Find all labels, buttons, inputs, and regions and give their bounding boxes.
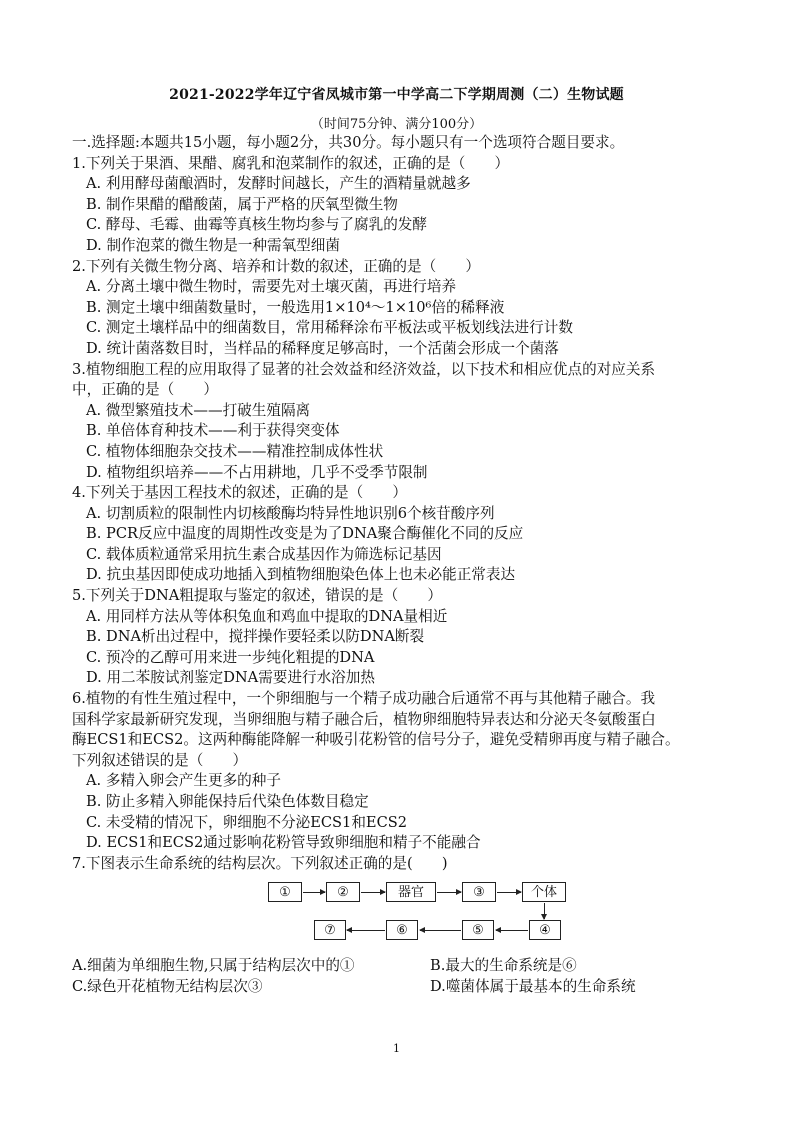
question-6-option-d: D. ECS1和ECS2通过影响花粉管导致卵细胞和精子不能融合 [86, 834, 481, 852]
question-5-stem: 5.下列关于DNA粗提取与鉴定的叙述，错误的是（ ） [72, 587, 442, 605]
diagram-box-1: ① [268, 882, 302, 902]
question-6-option-c: C. 未受精的情况下，卵细胞不分泌ECS1和ECS2 [86, 813, 408, 831]
diagram-arrow [544, 903, 545, 919]
question-7-options-row-2 [72, 977, 732, 998]
question-3-option-c: C. 植物体细胞杂交技术——精准控制成体性状 [86, 442, 384, 460]
question-2-option-d: D. 统计菌落数目时，当样品的稀释度足够高时，一个活菌会形成一个菌落 [86, 339, 559, 357]
diagram-box-organ: 器官 [386, 882, 436, 902]
question-3-stem-line-2: 中，正确的是（ ） [72, 381, 218, 399]
question-7-stem: 7.下图表示生命系统的结构层次。下列叙述正确的是( ) [72, 854, 448, 872]
question-3-stem-line-1: 3.植物细胞工程的应用取得了显著的社会效益和经济效益，以下技术和相应优点的对应关系 [72, 360, 656, 378]
question-7-option-d: D.噬菌体属于最基本的生命系统 [430, 977, 636, 995]
question-5-option-d: D. 用二苯胺试剂鉴定DNA需要进行水浴加热 [86, 669, 375, 687]
question-5-option-a: A. 用同样方法从等体积兔血和鸡血中提取的DNA量相近 [86, 607, 448, 625]
question-6-stem-line-4: 下列叙述错误的是（ ） [72, 751, 248, 769]
question-6-stem-line-1: 6.植物的有性生殖过程中，一个卵细胞与一个精子成功融合后通常不再与其他精子融合。我 [72, 690, 656, 708]
question-6-stem-line-2: 国科学家最新研究发现，当卵细胞与精子融合后，植物卵细胞特异表达和分泌天冬氨酸蛋白 [72, 710, 656, 728]
diagram-arrow [347, 930, 385, 931]
question-2-option-c: C. 测定土壤样品中的细菌数目，常用稀释涂布平板法或平板划线法进行计数 [86, 319, 573, 337]
question-1-option-d: D. 制作泡菜的微生物是一种需氧型细菌 [86, 236, 340, 254]
question-6-stem-line-3: 酶ECS1和ECS2。这两种酶能降解一种吸引花粉管的信号分子，避免受精卵再度与精子融合。 [72, 731, 680, 749]
question-2-stem: 2.下列有关微生物分离、培养和计数的叙述，正确的是（ ） [72, 257, 480, 275]
question-7-option-a: A.细菌为单细胞生物,只属于结构层次中的① [72, 957, 355, 975]
question-1-stem: 1.下列关于果酒、果醋、腐乳和泡菜制作的叙述，正确的是（ ） [72, 154, 510, 172]
diagram-arrow [420, 930, 461, 931]
page-number: 1 [393, 1042, 400, 1055]
exam-content [72, 133, 732, 998]
exam-info: （时间75分钟、满分100分） [310, 117, 483, 132]
page-title: 2021-2022学年辽宁省凤城市第一中学高二下学期周测（二）生物试题 [169, 87, 624, 103]
diagram-box-5: ⑤ [462, 920, 494, 940]
diagram-arrow [361, 892, 385, 893]
question-4-option-b: B. PCR反应中温度的周期性改变是为了DNA聚合酶催化不同的反应 [86, 525, 524, 543]
diagram-box-3: ③ [462, 882, 496, 902]
question-4-stem: 4.下列关于基因工程技术的叙述，正确的是（ ） [72, 484, 407, 502]
section-heading: 一.选择题:本题共15小题，每小题2分，共30分。每小题只有一个选项符合题目要求。 [72, 134, 625, 151]
question-1-option-c: C. 酵母、毛霉、曲霉等真核生物均参与了腐乳的发酵 [86, 216, 427, 234]
question-7-option-b: B.最大的生命系统是⑥ [430, 957, 577, 975]
question-2-option-b: B. 测定土壤中细菌数量时，一般选用1×10⁴～1×10⁶倍的稀释液 [86, 298, 505, 316]
diagram-arrow [437, 892, 461, 893]
question-1-option-a: A. 利用酵母菌酿酒时，发酵时间越长，产生的酒精量就越多 [86, 175, 471, 193]
diagram-arrow [497, 892, 521, 893]
diagram-box-2: ② [326, 882, 360, 902]
life-system-hierarchy-diagram [72, 876, 732, 952]
question-3-option-d: D. 植物组织培养——不占用耕地，几乎不受季节限制 [86, 463, 428, 481]
diagram-box-7: ⑦ [314, 920, 346, 940]
diagram-box-individual: 个体 [522, 882, 566, 902]
question-4-option-c: C. 载体质粒通常采用抗生素合成基因作为筛选标记基因 [86, 545, 442, 563]
question-6-option-a: A. 多精入卵会产生更多的种子 [86, 772, 281, 790]
diagram-box-6: ⑥ [386, 920, 418, 940]
question-3-option-b: B. 单倍体育种技术——利于获得突变体 [86, 422, 340, 440]
diagram-arrow [303, 892, 325, 893]
question-7-option-c: C.绿色开花植物无结构层次③ [72, 977, 263, 995]
question-5-option-c: C. 预冷的乙醇可用来进一步纯化粗提的DNA [86, 648, 375, 666]
question-2-option-a: A. 分离土壤中微生物时，需要先对土壤灭菌，再进行培养 [86, 278, 457, 296]
diagram-box-4: ④ [529, 920, 561, 940]
diagram-arrow [496, 930, 528, 931]
question-6-option-b: B. 防止多精入卵能保持后代染色体数目稳定 [86, 793, 369, 810]
question-5-option-b: B. DNA析出过程中，搅拌操作要轻柔以防DNA断裂 [86, 628, 425, 646]
question-1-option-b: B. 制作果醋的醋酸菌，属于严格的厌氧型微生物 [86, 195, 398, 213]
question-3-option-a: A. 微型繁殖技术——打破生殖隔离 [86, 401, 311, 419]
question-7-options-row-1 [72, 956, 732, 977]
question-4-option-a: A. 切割质粒的限制性内切核酸酶均特异性地识别6个核苷酸序列 [86, 504, 495, 522]
question-4-option-d: D. 抗虫基因即使成功地插入到植物细胞染色体上也未必能正常表达 [86, 566, 516, 584]
